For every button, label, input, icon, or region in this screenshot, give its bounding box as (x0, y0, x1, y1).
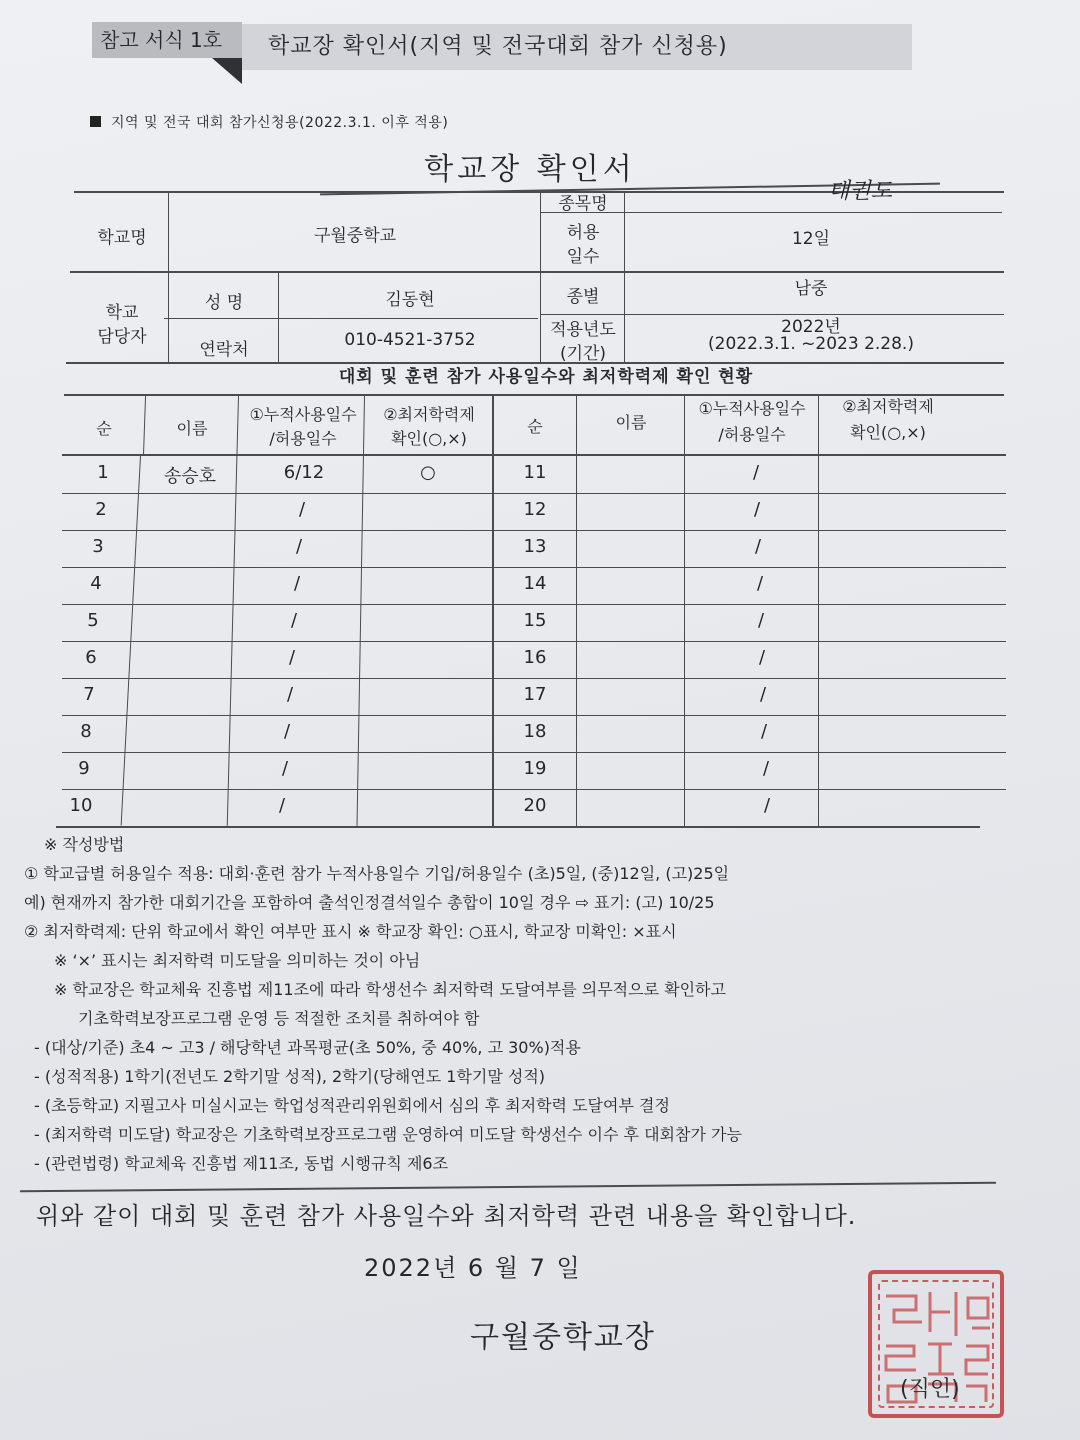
table-row-line (62, 715, 1006, 716)
form-title: 학교장 확인서(지역 및 전국대회 참가 신청용) (242, 24, 912, 70)
note-line: ※ 학교장은 학교체육 진흥법 제11조에 따라 학생선수 최저학력 도달여부를 의무적으로 확인하고 (54, 980, 726, 999)
days-value: 12일 (791, 229, 831, 249)
col-name-left: 이름 (176, 419, 208, 438)
year-label-2: (기간) (559, 344, 607, 364)
info-vline (168, 192, 169, 362)
table-cell-no: 6 (85, 647, 97, 668)
table-cell-days: / (281, 758, 289, 779)
manager-label-1: 학교 (105, 303, 139, 323)
document-title: 학교장 확인서 (424, 152, 636, 187)
table-cell-no: 10 (69, 795, 93, 816)
col-check-right-2: 확인(○,×) (850, 423, 926, 442)
issue-date: 2022년 6 월 7 일 (364, 1254, 582, 1282)
table-cell-days: / (762, 758, 770, 779)
table-cell-no: 9 (78, 758, 90, 779)
col-no-left: 순 (96, 419, 112, 438)
table-cell-days: / (286, 684, 294, 705)
note-line: - (관련법령) 학교체육 진흥법 제11조, 동법 시행규칙 제6조 (34, 1154, 449, 1173)
name-value: 김동현 (385, 290, 435, 310)
table-cell-no: 5 (87, 610, 99, 631)
name-label: 성 명 (204, 293, 244, 313)
info-vline (540, 192, 541, 362)
table-cell-no: 8 (80, 721, 92, 742)
notes-divider (20, 1182, 996, 1193)
apply-note-text: 지역 및 전국 대회 참가신청용(2022.3.1. 이후 적용) (111, 115, 449, 131)
table-cell-days: / (278, 795, 286, 816)
table-cell-days: / (758, 647, 766, 668)
table-title: 대회 및 훈련 참가 사용일수와 최저학력제 확인 현황 (338, 367, 754, 387)
note-line: ※ ‘×’ 표시는 최저학력 미도달을 의미하는 것이 아님 (54, 951, 421, 970)
table-cell-days: / (293, 573, 301, 594)
table-cell-days: / (753, 499, 761, 520)
table-cell-days: / (759, 684, 767, 705)
note-line: ② 최저학력제: 단위 학교에서 확인 여부만 표시 ※ 학교장 확인: ○표시, 학교장 미확인: ×표시 (24, 922, 677, 941)
col-days-right-1: ①누적사용일수 (698, 399, 806, 418)
table-cell-days: / (754, 536, 762, 557)
table-cell-no: 2 (95, 499, 107, 520)
table-vline (356, 396, 365, 826)
table-cell-no: 4 (90, 573, 102, 594)
table-cell-days: / (283, 721, 291, 742)
table-cell-days: / (298, 499, 306, 520)
year-label-1: 적용년도 (550, 320, 616, 340)
period-value: (2022.3.1. ~2023 2.28.) (708, 334, 914, 354)
apply-note (90, 112, 448, 132)
table-cell-no: 12 (523, 499, 547, 520)
note-line: 기초학력보장프로그램 운영 등 적절한 조치를 취하여야 함 (78, 1009, 480, 1028)
info-vline (624, 192, 625, 362)
col-days-left-2: /허용일수 (269, 429, 337, 448)
table-cell-days: / (290, 610, 298, 631)
table-cell-no: 15 (523, 610, 547, 631)
note-line: 예) 현재까지 참가한 대회기간을 포함하여 출석인정결석일수 총합이 10일 경우 ⇨ 표기: (고) 10/25 (24, 893, 715, 912)
table-cell-no: 19 (523, 758, 547, 779)
category-value: 남중 (794, 279, 828, 299)
writing-instructions (24, 830, 1054, 1178)
table-row-line (62, 493, 1006, 494)
table-cell-days: / (757, 610, 765, 631)
table-cell-days: 6/12 (283, 462, 325, 483)
table-cell-days: / (756, 573, 764, 594)
info-line (70, 271, 1004, 273)
note-line: - (성적적용) 1학기(전년도 2학기말 성적), 2학기(당해연도 1학기말 성적) (34, 1067, 546, 1086)
table-cell-no: 14 (523, 573, 547, 594)
tag-corner-decoration (212, 58, 242, 84)
table-cell-days: / (288, 647, 296, 668)
table-row-line (62, 789, 1006, 790)
school-value: 구월중학교 (313, 226, 397, 246)
event-value: 태권도 (828, 179, 892, 204)
table-cell-no: 18 (523, 721, 547, 742)
col-days-left-1: ①누적사용일수 (249, 405, 357, 424)
col-no-right: 순 (527, 417, 543, 436)
year-value: 2022년 (781, 317, 841, 337)
table-cell-no: 1 (97, 462, 109, 483)
table-cell-days: / (295, 536, 303, 557)
table-cell-days: / (752, 462, 760, 483)
table-border-bottom (56, 826, 980, 828)
square-bullet-icon (90, 116, 101, 127)
col-check-right-1: ②최저학력제 (842, 397, 934, 416)
category-label: 종별 (566, 287, 600, 307)
col-name-right: 이름 (615, 413, 647, 432)
table-vline (576, 396, 577, 826)
table-cell-no: 17 (523, 684, 547, 705)
note-line: - (초등학교) 지필고사 미실시교는 학업성적관리위원회에서 심의 후 최저학력 도달여부 결정 (34, 1096, 670, 1115)
days-label-2: 일수 (566, 247, 600, 267)
table-cell-check: ○ (420, 462, 436, 483)
table-row-line (62, 530, 1006, 531)
col-check-left-2: 확인(○,×) (391, 429, 467, 448)
contact-value: 010-4521-3752 (344, 330, 476, 350)
principal-title: 구월중학교장 (470, 1320, 656, 1355)
note-line: ① 학교급별 허용일수 적용: 대회·훈련 참가 누적사용일수 기입/허용일수 (초)5일, (중)12일, (고)25일 (24, 864, 730, 883)
notes-heading: ※ 작성방법 (44, 835, 125, 854)
seal-label: (직인) (900, 1377, 960, 1402)
form-tag: 참고 서식 1호 (92, 22, 242, 58)
info-vline (278, 272, 279, 362)
table-cell-no: 7 (83, 684, 95, 705)
school-label: 학교명 (97, 228, 147, 248)
col-check-left-1: ②최저학력제 (383, 405, 475, 424)
table-vline (684, 396, 685, 826)
manager-label-2: 담당자 (97, 327, 147, 347)
event-label: 종목명 (558, 194, 608, 214)
table-cell-no: 3 (92, 536, 104, 557)
table-row-line (62, 641, 1006, 642)
table-row-line (62, 604, 1006, 605)
confirmation-statement: 위와 같이 대회 및 훈련 참가 사용일수와 최저학력 관련 내용을 확인합니다. (36, 1202, 857, 1230)
note-line: - (대상/기준) 초4 ~ 고3 / 해당학년 과목평균(초 50%, 중 40%, 고 30%)적용 (34, 1038, 581, 1057)
table-cell-no: 13 (523, 536, 547, 557)
days-label-1: 허용 (566, 223, 600, 243)
table-cell-no: 20 (523, 795, 547, 816)
table-header-line (62, 454, 1006, 456)
table-cell-days: / (760, 721, 768, 742)
table-cell-days: / (763, 795, 771, 816)
table-row-line (62, 567, 1006, 568)
table-row-line (62, 752, 1006, 753)
contact-label: 연락처 (199, 340, 249, 360)
info-line (164, 318, 538, 319)
note-line: - (최저학력 미도달) 학교장은 기초학력보장프로그램 운영하여 미도달 학생선수 이수 후 대회참가 가능 (34, 1125, 742, 1144)
table-cell-no: 16 (523, 647, 547, 668)
table-row-line (62, 678, 1006, 679)
col-days-right-2: /허용일수 (718, 425, 786, 444)
table-cell-name: 송승호 (163, 466, 217, 487)
table-cell-no: 11 (523, 462, 547, 483)
